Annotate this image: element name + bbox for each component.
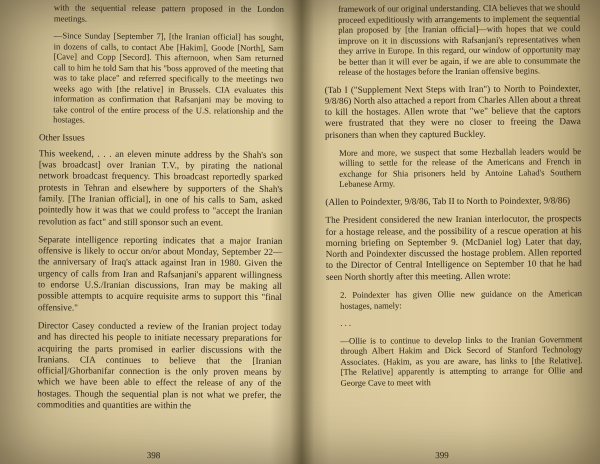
right-paragraph-allen-cite: (Allen to Poindexter, 9/8/86, Tab II to North to Poindexter, 9/8/86) xyxy=(325,195,571,207)
section-heading-other-issues: Other Issues xyxy=(39,131,85,143)
left-paragraph-separate: Separate intelligence reporting indicates that a major Iranian offensive is likely to occur on/or about Monday, September 22—the anniversary of Iraq's attack against Iran in 1980. Given the urgency of calls from Iran and Rafsanjani's apparent willingness to endorse U.S./Iranian discussions, Iran may be making all possible attempts to acquire requisite arms to support this "final offensive." xyxy=(37,234,283,313)
right-quote-ollie: —Ollie is to continue to develop links to the Iranian Government through Albert Hakim and Dick Secord of Stanford Technology Associates. (Hakim, as you are aware, has links to [the Relative]. [The Relative] apparently is attempting to arrange for Ollie and George Cave to meet with xyxy=(340,333,583,388)
right-paragraph-tab-i: (Tab I ("Supplement Next Steps with Iran") to North to Poindexter, 9/8/86) North also attached a report from Charles Allen about a threat to kill the hostages. Allen wrote that "we" believe that the captors were frustrated that they were no closer to freeing the Dawa prisoners than when they captured Buckley. xyxy=(324,82,581,140)
right-quote-ellipsis: . . . xyxy=(340,317,352,328)
left-paragraph-casey: Director Casey conducted a review of the Iranian project today and has directed his people to initiate necessary preparations for acquiring the parts promised in earlier discussions with the Iranians. CIA continues to believe that the [Iranian official]/Ghorbanifar connection is the only proven means by which we have been able to effect the release of any of the hostages. Though the sequential plan is not what we prefer, the commodities and quantities are within the xyxy=(37,320,282,411)
right-page xyxy=(302,0,600,464)
right-quote-item-2: 2. Poindexter has given Ollie new guidance on the American hostages, namely: xyxy=(340,288,583,311)
left-page-number: 398 xyxy=(146,449,161,460)
right-page-number: 399 xyxy=(435,449,449,460)
left-quote-top: with the sequential release pattern proposed in the London meetings. xyxy=(53,2,284,24)
left-quote-since-sunday: —Since Sunday [September 7], [the Iranian official] has sought, in dozens of calls, to contact Abe [Hakim], Goode [North], Sam [Cave] and Copp [Secord]. This afternoon, when Sam returned call to him he told Sam that his "boss approved of the meeting that was to take place" and referred specifically to the meetings two weeks ago with [the relative] in Brussels. CIA evaluates this information as confirmation that Rafsanjani may be moving to take control of the entire process of the U.S. relationship and the hostages. xyxy=(53,30,284,125)
right-quote-framework: framework of our original understanding. CIA believes that we should proceed expeditiously with arrangements to implement the sequential plan proposed by [the Iranian official]—with hopes that we could improve on it in discussions with Rafsanjani's representatives when they arrive in Europe. In this regard, our window of opportunity may be better than it will ever be again, if we are able to consummate the release of the hostages before the Iranian offensive begins. xyxy=(338,2,581,77)
left-paragraph-weekend: This weekend, . . . an eleven minute address by the Shah's son [was broadcast] over Iranian T.V., by pirating the national network broadcast frequency. This broadcast reportedly sparked protests in Tehran and elsewhere by supporters of the Shah's family. [The Iranian official], in one of his calls to Sam, asked pointedly how it was that we could profess to "accept the Iranian revolution as fact" and still sponsor such an event. xyxy=(38,148,283,228)
right-quote-hezballah: More and more, we suspect that some Hezballah leaders would be willing to settle for the release of the Americans and French in exchange for Shia prisoners held by Antoine Lahad's Southern Lebanese Army. xyxy=(339,146,582,190)
right-paragraph-president: The President considered the new Iranian interlocutor, the prospects for a hostage release, and the possibility of a rescue operation at his morning briefing on September 9. (McDaniel log) Later that day, North and Poindexter discussed the hostage problem. Allen reported to the Director of Central Intelligence on September 10 that he had seen North shortly after this meeting. Allen wrote: xyxy=(325,213,582,282)
